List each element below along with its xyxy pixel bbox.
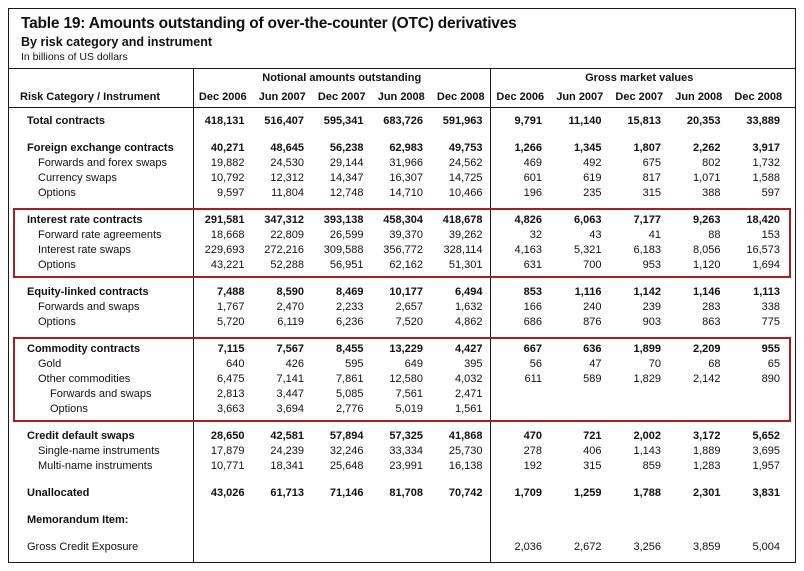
- value-cell: 24,562: [448, 157, 483, 169]
- value-cell: 19,882: [210, 157, 245, 169]
- value-cell: 1,889: [692, 445, 721, 457]
- row-label: Other commodities: [38, 373, 131, 385]
- value-cell: 802: [702, 157, 721, 169]
- row-label: Forwards and swaps: [38, 301, 140, 313]
- value-cell: 22,809: [270, 229, 304, 241]
- table-row: [15, 372, 789, 387]
- value-cell: 32: [529, 229, 542, 241]
- value-cell: 1,829: [633, 373, 661, 385]
- value-cell: 2,776: [335, 403, 364, 415]
- row-label: Foreign exchange contracts: [27, 142, 174, 154]
- value-cell: 315: [583, 460, 602, 472]
- value-cell: 1,807: [633, 142, 661, 154]
- value-cell: 2,233: [335, 301, 364, 313]
- value-cell: 24,530: [270, 157, 304, 169]
- value-cell: 418,131: [204, 115, 245, 127]
- value-cell: 39,262: [448, 229, 483, 241]
- table-header: [9, 69, 795, 108]
- value-cell: 1,788: [633, 487, 661, 499]
- value-cell: 7,115: [217, 343, 245, 355]
- value-cell: 7,861: [335, 373, 364, 385]
- value-cell: 4,826: [514, 214, 542, 226]
- table-section: [13, 109, 791, 134]
- table-row: [15, 540, 789, 555]
- value-cell: 25,730: [448, 445, 483, 457]
- row-label: Commodity contracts: [27, 343, 141, 355]
- value-cell: 25,648: [329, 460, 364, 472]
- value-cell: 3,256: [633, 541, 661, 553]
- value-cell: 291,581: [204, 214, 245, 226]
- value-cell: 1,142: [633, 286, 661, 298]
- value-cell: 41,868: [448, 430, 483, 442]
- row-label: Total contracts: [27, 115, 106, 127]
- value-cell: 2,142: [692, 373, 721, 385]
- value-cell: 3,831: [752, 487, 780, 499]
- value-cell: 14,347: [329, 172, 364, 184]
- value-cell: 40,271: [210, 142, 245, 154]
- value-cell: 7,177: [633, 214, 661, 226]
- column-header-row: [15, 86, 789, 107]
- value-cell: 406: [583, 445, 602, 457]
- table-section: [13, 508, 791, 533]
- value-cell: 56: [529, 358, 542, 370]
- value-cell: 81,708: [389, 487, 423, 499]
- value-cell: 649: [404, 358, 423, 370]
- value-cell: 2,813: [216, 388, 245, 400]
- value-cell: 470: [523, 430, 542, 442]
- row-label: Forward rate agreements: [38, 229, 162, 241]
- value-cell: 8,455: [335, 343, 364, 355]
- row-label: Memorandum Item:: [27, 514, 129, 526]
- value-cell: 667: [523, 343, 542, 355]
- value-cell: 51,301: [448, 259, 483, 271]
- value-cell: 278: [523, 445, 542, 457]
- value-cell: 24,239: [270, 445, 304, 457]
- value-cell: 683,726: [383, 115, 423, 127]
- value-cell: 3,859: [692, 541, 721, 553]
- value-cell: 2,262: [692, 142, 721, 154]
- table-row: [15, 171, 789, 186]
- table-row: [15, 342, 789, 357]
- value-cell: 890: [761, 373, 780, 385]
- value-cell: 721: [583, 430, 602, 442]
- value-cell: 57,894: [329, 430, 364, 442]
- row-label: Options: [38, 259, 76, 271]
- row-label: Gross Credit Exposure: [27, 541, 139, 553]
- row-label: Interest rate swaps: [38, 244, 131, 256]
- value-cell: 1,732: [752, 157, 780, 169]
- value-cell: 631: [523, 259, 542, 271]
- column-header: Dec 2007: [317, 90, 366, 103]
- row-label: Options: [50, 403, 88, 415]
- value-cell: 595: [345, 358, 364, 370]
- value-cell: 426: [285, 358, 304, 370]
- value-cell: 43,221: [210, 259, 245, 271]
- value-cell: 955: [761, 343, 780, 355]
- group-header-notional: Notional amounts outstanding: [262, 72, 422, 84]
- value-cell: 47: [589, 358, 602, 370]
- table-row: [15, 402, 789, 417]
- value-cell: 196: [523, 187, 542, 199]
- row-label: Credit default swaps: [27, 430, 135, 442]
- value-cell: 229,693: [204, 244, 245, 256]
- value-cell: 56,951: [329, 259, 364, 271]
- value-cell: 20,353: [686, 115, 721, 127]
- value-cell: 2,002: [633, 430, 661, 442]
- value-cell: 492: [583, 157, 602, 169]
- value-cell: 62,162: [389, 259, 423, 271]
- value-cell: 14,725: [448, 172, 483, 184]
- value-cell: 458,304: [383, 214, 423, 226]
- value-cell: 2,301: [692, 487, 721, 499]
- value-cell: 418,678: [442, 214, 483, 226]
- table-row: [15, 444, 789, 459]
- value-cell: 3,447: [276, 388, 304, 400]
- value-cell: 14,710: [389, 187, 423, 199]
- value-cell: 853: [523, 286, 542, 298]
- value-cell: 71,146: [329, 487, 364, 499]
- value-cell: 10,771: [210, 460, 245, 472]
- value-cell: 1,957: [752, 460, 780, 472]
- value-cell: 57,325: [389, 430, 423, 442]
- value-cell: 3,694: [276, 403, 304, 415]
- value-cell: 12,580: [389, 373, 423, 385]
- column-header: Jun 2007: [556, 90, 604, 103]
- otc-derivatives-table-panel: [8, 8, 796, 563]
- value-cell: 5,720: [216, 316, 245, 328]
- value-cell: 272,216: [264, 244, 304, 256]
- column-header: Dec 2007: [615, 90, 664, 103]
- value-cell: 10,177: [389, 286, 423, 298]
- row-label: Equity-linked contracts: [27, 286, 149, 298]
- value-cell: 5,004: [752, 541, 780, 553]
- value-cell: 469: [523, 157, 542, 169]
- value-cell: 48,645: [270, 142, 304, 154]
- value-cell: 68: [708, 358, 721, 370]
- value-cell: 18,420: [746, 214, 780, 226]
- value-cell: 388: [702, 187, 721, 199]
- value-cell: 3,917: [752, 142, 780, 154]
- row-label: Single-name instruments: [38, 445, 160, 457]
- value-cell: 9,597: [216, 187, 245, 199]
- column-header: Dec 2008: [436, 90, 485, 103]
- value-cell: 356,772: [383, 244, 423, 256]
- value-cell: 13,229: [389, 343, 423, 355]
- table-body: [9, 108, 795, 562]
- title-block: [9, 9, 795, 68]
- value-cell: 591,963: [442, 115, 483, 127]
- value-cell: 338: [761, 301, 780, 313]
- value-cell: 2,036: [514, 541, 542, 553]
- value-cell: 6,475: [216, 373, 245, 385]
- row-label: Currency swaps: [38, 172, 117, 184]
- value-cell: 1,899: [633, 343, 661, 355]
- value-cell: 39,370: [389, 229, 423, 241]
- table-row: [15, 459, 789, 474]
- value-cell: 1,694: [752, 259, 780, 271]
- value-cell: 817: [642, 172, 661, 184]
- row-label-header: Risk Category / Instrument: [20, 90, 160, 103]
- value-cell: 43: [589, 229, 602, 241]
- value-cell: 192: [523, 460, 542, 472]
- row-label: Unallocated: [27, 487, 90, 499]
- value-cell: 61,713: [270, 487, 304, 499]
- column-header: Jun 2008: [675, 90, 723, 103]
- value-cell: 1,143: [633, 445, 661, 457]
- value-cell: 328,114: [443, 244, 483, 256]
- table-row: [15, 357, 789, 372]
- value-cell: 17,879: [210, 445, 245, 457]
- value-cell: 153: [761, 229, 780, 241]
- table-section: [13, 481, 791, 506]
- value-cell: 6,494: [454, 286, 483, 298]
- value-cell: 15,813: [627, 115, 661, 127]
- value-cell: 7,520: [395, 316, 423, 328]
- table-row: [15, 114, 789, 129]
- value-cell: 1,632: [454, 301, 483, 313]
- value-cell: 3,663: [216, 403, 245, 415]
- row-label: Forwards and swaps: [50, 388, 152, 400]
- value-cell: 70: [648, 358, 661, 370]
- table-title: Table 19: Amounts outstanding of over-the-counter (OTC) derivatives: [21, 15, 517, 32]
- value-cell: 31,966: [389, 157, 423, 169]
- value-cell: 5,321: [573, 244, 602, 256]
- table-row: [15, 387, 789, 402]
- value-cell: 1,259: [573, 487, 602, 499]
- value-cell: 12,312: [270, 172, 304, 184]
- value-cell: 235: [583, 187, 602, 199]
- value-cell: 42,581: [270, 430, 304, 442]
- value-cell: 4,032: [454, 373, 483, 385]
- value-cell: 166: [523, 301, 542, 313]
- value-cell: 3,172: [692, 430, 721, 442]
- value-cell: 1,767: [216, 301, 245, 313]
- table-row: [15, 513, 789, 528]
- table-row: [15, 213, 789, 228]
- data-table: [9, 68, 795, 562]
- row-label: Options: [38, 187, 76, 199]
- table-row: [15, 429, 789, 444]
- value-cell: 2,672: [573, 541, 602, 553]
- value-cell: 5,019: [395, 403, 423, 415]
- value-cell: 9,263: [692, 214, 721, 226]
- value-cell: 393,138: [323, 214, 364, 226]
- value-cell: 8,056: [692, 244, 721, 256]
- column-header: Dec 2006: [496, 90, 545, 103]
- column-header: Dec 2008: [734, 90, 783, 103]
- row-label: Interest rate contracts: [27, 214, 143, 226]
- value-cell: 3,695: [752, 445, 780, 457]
- highlighted-section: [13, 208, 791, 278]
- table-row: [15, 300, 789, 315]
- value-cell: 863: [702, 316, 721, 328]
- group-header-gross: Gross market values: [585, 72, 694, 84]
- highlighted-section: [13, 337, 791, 422]
- unit-note: In billions of US dollars: [21, 51, 128, 63]
- value-cell: 56,238: [329, 142, 364, 154]
- value-cell: 1,071: [692, 172, 721, 184]
- value-cell: 1,266: [514, 142, 542, 154]
- value-cell: 240: [583, 301, 602, 313]
- value-cell: 8,469: [335, 286, 364, 298]
- value-cell: 315: [642, 187, 661, 199]
- value-cell: 16,573: [746, 244, 780, 256]
- value-cell: 10,466: [448, 187, 483, 199]
- table-section: [13, 424, 791, 479]
- table-row: [15, 315, 789, 330]
- value-cell: 636: [583, 343, 602, 355]
- value-cell: 9,791: [514, 115, 542, 127]
- table-row: [15, 486, 789, 501]
- value-cell: 1,588: [752, 172, 780, 184]
- value-cell: 601: [523, 172, 542, 184]
- value-cell: 1,345: [573, 142, 602, 154]
- value-cell: 29,144: [329, 157, 364, 169]
- value-cell: 953: [642, 259, 661, 271]
- value-cell: 62,983: [389, 142, 423, 154]
- value-cell: 775: [761, 316, 780, 328]
- value-cell: 1,561: [454, 403, 483, 415]
- table-section: [13, 136, 791, 206]
- value-cell: 1,120: [692, 259, 721, 271]
- row-label: Options: [38, 316, 76, 328]
- value-cell: 1,283: [692, 460, 721, 472]
- row-label: Gold: [38, 358, 62, 370]
- value-cell: 43,026: [210, 487, 245, 499]
- value-cell: 589: [583, 373, 602, 385]
- table-row: [15, 156, 789, 171]
- value-cell: 1,116: [574, 286, 602, 298]
- value-cell: 7,141: [276, 373, 304, 385]
- value-cell: 70,742: [448, 487, 483, 499]
- value-cell: 6,183: [633, 244, 661, 256]
- value-cell: 2,470: [276, 301, 304, 313]
- value-cell: 611: [524, 373, 542, 385]
- value-cell: 23,991: [389, 460, 423, 472]
- value-cell: 11,804: [271, 187, 304, 199]
- row-label: Multi-name instruments: [38, 460, 153, 472]
- value-cell: 6,119: [277, 316, 304, 328]
- value-cell: 595,341: [323, 115, 364, 127]
- value-cell: 597: [761, 187, 780, 199]
- table-row: [15, 243, 789, 258]
- value-cell: 33,889: [746, 115, 780, 127]
- value-cell: 283: [702, 301, 721, 313]
- value-cell: 8,590: [276, 286, 304, 298]
- value-cell: 700: [583, 259, 602, 271]
- table-section: [13, 280, 791, 335]
- row-label: Forwards and forex swaps: [38, 157, 167, 169]
- value-cell: 2,209: [692, 343, 721, 355]
- column-header: Dec 2006: [198, 90, 247, 103]
- value-cell: 32,246: [329, 445, 364, 457]
- table-section: [13, 535, 791, 560]
- value-cell: 859: [642, 460, 661, 472]
- value-cell: 1,146: [692, 286, 721, 298]
- table-row: [15, 285, 789, 300]
- value-cell: 309,588: [323, 244, 364, 256]
- value-cell: 347,312: [264, 214, 304, 226]
- value-cell: 10,792: [210, 172, 245, 184]
- group-header-row: [15, 69, 789, 86]
- value-cell: 33,334: [389, 445, 423, 457]
- value-cell: 16,307: [389, 172, 423, 184]
- table-row: [15, 228, 789, 243]
- value-cell: 2,471: [454, 388, 483, 400]
- value-cell: 18,668: [210, 229, 245, 241]
- value-cell: 26,599: [329, 229, 364, 241]
- value-cell: 1,113: [753, 286, 780, 298]
- value-cell: 4,427: [454, 343, 483, 355]
- value-cell: 2,657: [395, 301, 423, 313]
- value-cell: 1,709: [514, 487, 542, 499]
- column-header: Jun 2008: [377, 90, 425, 103]
- value-cell: 28,650: [210, 430, 245, 442]
- table-row: [15, 141, 789, 156]
- value-cell: 675: [642, 157, 661, 169]
- value-cell: 6,236: [335, 316, 364, 328]
- value-cell: 395: [464, 358, 483, 370]
- value-cell: 7,567: [276, 343, 304, 355]
- value-cell: 18,341: [270, 460, 304, 472]
- table-row: [15, 258, 789, 273]
- value-cell: 49,753: [448, 142, 483, 154]
- value-cell: 88: [708, 229, 721, 241]
- table-row: [15, 186, 789, 201]
- value-cell: 4,163: [514, 244, 542, 256]
- value-cell: 16,138: [448, 460, 483, 472]
- value-cell: 7,488: [216, 286, 245, 298]
- value-cell: 903: [642, 316, 661, 328]
- value-cell: 686: [523, 316, 542, 328]
- value-cell: 12,748: [329, 187, 364, 199]
- table-subtitle: By risk category and instrument: [21, 35, 213, 49]
- value-cell: 5,085: [335, 388, 364, 400]
- value-cell: 7,561: [395, 388, 423, 400]
- value-cell: 41: [648, 229, 661, 241]
- value-cell: 239: [642, 301, 661, 313]
- value-cell: 640: [226, 358, 245, 370]
- value-cell: 5,652: [752, 430, 780, 442]
- value-cell: 65: [767, 358, 780, 370]
- value-cell: 52,288: [270, 259, 304, 271]
- value-cell: 4,862: [454, 316, 483, 328]
- value-cell: 6,063: [573, 214, 602, 226]
- value-cell: 619: [583, 172, 602, 184]
- value-cell: 516,407: [264, 115, 304, 127]
- column-header: Jun 2007: [258, 90, 306, 103]
- value-cell: 11,140: [568, 115, 602, 127]
- value-cell: 876: [583, 316, 602, 328]
